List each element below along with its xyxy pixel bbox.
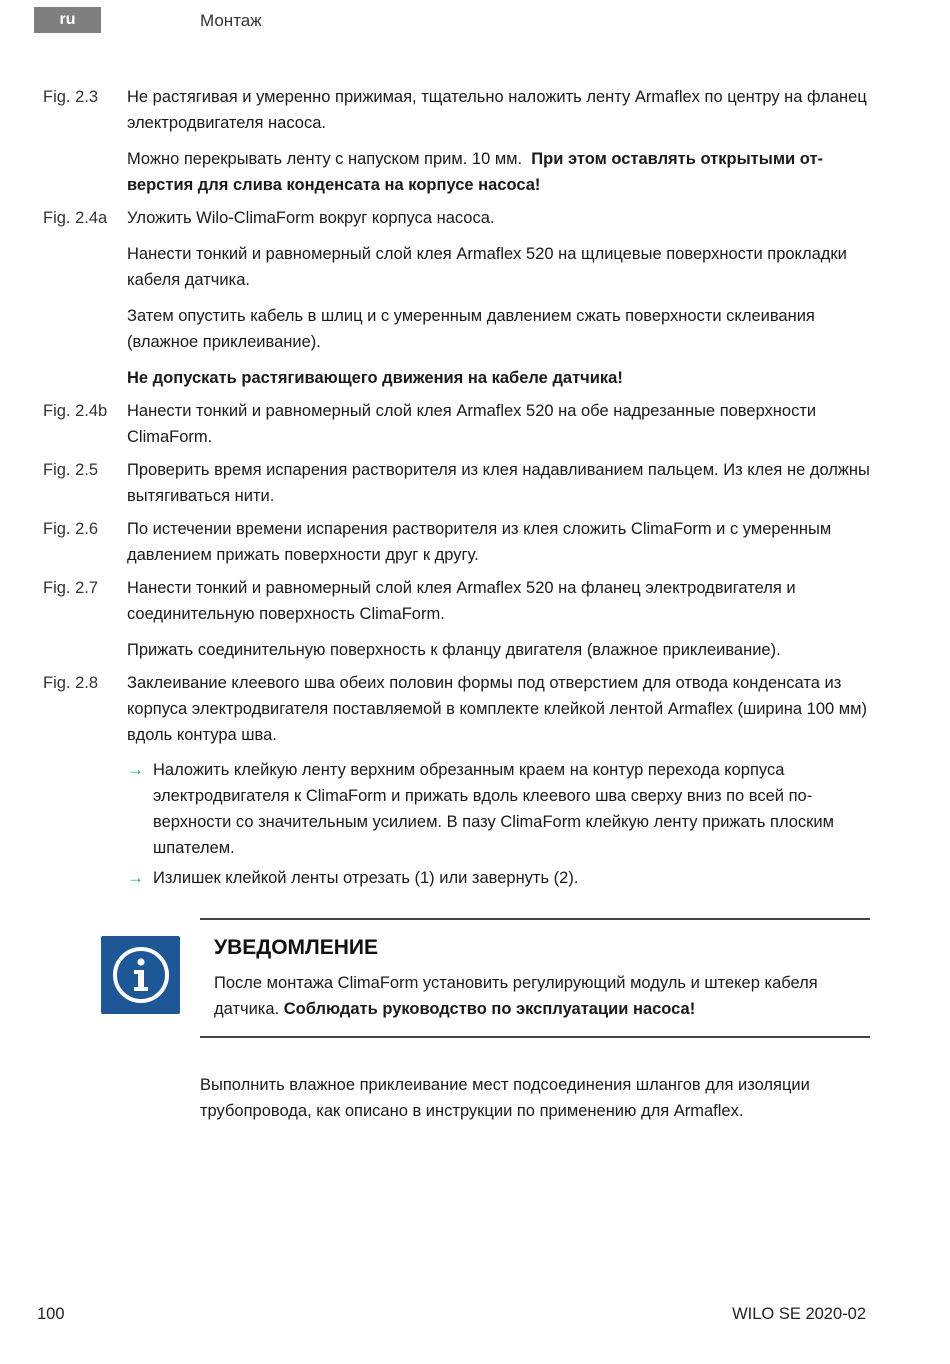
fig-reference: Fig. 2.4a	[43, 209, 108, 227]
fig-reference: Fig. 2.6	[43, 520, 99, 538]
step-text: По истечении времени испарения растворителя из клея сложить ClimaForm и с умеренным давлением прижать поверхности друг к другу.	[127, 520, 832, 564]
notice-divider-bottom	[200, 1036, 870, 1038]
step-text: Нанести тонкий и равномерный слой клея Armaflex 520 на обе надрезанные поверхности ClimaForm.	[127, 402, 817, 446]
step-fig-2-4a-paragraph	[43, 241, 873, 293]
step-fig-2-4a	[43, 205, 873, 231]
cable-warning: Не допускать растягивающего движения на кабеле датчика!	[127, 369, 623, 387]
bullet-list	[127, 757, 873, 891]
language-code: ru	[59, 11, 76, 28]
fig-reference: Fig. 2.5	[43, 461, 99, 479]
notice-text: После монтажа ClimaForm установить регулирующий модуль и штекер кабеля датчика.	[214, 974, 818, 1018]
info-icon	[101, 936, 180, 1014]
fig-reference: Fig. 2.7	[43, 579, 99, 597]
bullet-text: Излишек клейкой ленты отрезать (1) или завернуть (2).	[153, 869, 579, 887]
arrow-right-icon: →	[127, 868, 144, 887]
condensate-warning: При этом оставлять открытыми отверстия для слива конденсата на корпусе насоса!	[127, 150, 824, 194]
page-number: 100	[37, 1305, 65, 1323]
step-fig-2-8	[43, 670, 873, 748]
step-text	[127, 146, 873, 198]
step-text: Нанести тонкий и равномерный слой клея Armaflex 520 на щлицевые поверхности прокладки кабеля датчика.	[127, 245, 847, 289]
step-fig-2-3	[43, 84, 873, 136]
language-tab	[34, 7, 101, 33]
list-item	[127, 757, 873, 861]
step-text: Заклеивание клеевого шва обеих половин формы под отверстием для отвода конденсата из корпуса электродвигателя поставляемой в комплекте клейкой лентой Armaflex (ширина 100 мм) вдоль контура шва.	[127, 674, 867, 744]
step-text: Нанести тонкий и равномерный слой клея Armaflex 520 на фланец электродвигателя и соединительную поверхность ClimaForm.	[127, 579, 796, 623]
overlap-note: Можно перекрывать ленту с напуском прим. 10 мм.	[127, 150, 523, 168]
step-fig-2-7-paragraph	[43, 637, 873, 663]
step-fig-2-6	[43, 516, 873, 568]
notice-divider-top	[200, 918, 870, 920]
fig-reference: Fig. 2.4b	[43, 402, 108, 420]
step-fig-2-3-paragraph	[43, 146, 873, 198]
publisher-info: WILO SE 2020-02	[732, 1305, 866, 1323]
step-fig-2-4a-warning	[43, 365, 873, 391]
step-text: Уложить Wilo-ClimaForm вокруг корпуса насоса.	[127, 209, 495, 227]
notice-warning: Соблюдать руководство по эксплуатации насоса!	[283, 1000, 696, 1018]
fig-reference: Fig. 2.3	[43, 88, 99, 106]
notice-body	[214, 970, 864, 1022]
fig-reference: Fig. 2.8	[43, 674, 99, 692]
bullet-text: Наложить клейкую ленту верхним обрезанным краем на контур перехода корпуса электродвигателя к ClimaForm и прижать вдоль клеевого шва сверху вниз по всей поверхности со значительным усилием. В пазу ClimaForm клейкую ленту прижать плоским шпателем.	[153, 761, 834, 857]
step-fig-2-4a-paragraph	[43, 303, 873, 355]
step-fig-2-5	[43, 457, 873, 509]
notice-title: УВЕДОМЛЕНИЕ	[214, 936, 379, 959]
list-item	[127, 865, 873, 891]
instruction-steps	[43, 84, 873, 891]
step-fig-2-7	[43, 575, 873, 627]
step-text: Прижать соединительную поверхность к фланцу двигателя (влажное приклеивание).	[127, 641, 781, 659]
section-title: Монтаж	[200, 11, 262, 30]
step-text: Не растягивая и умеренно прижимая, тщательно наложить ленту Armaflex по центру на фланец электродвигателя насоса.	[127, 88, 867, 132]
arrow-right-icon: →	[127, 760, 144, 779]
step-text: Проверить время испарения растворителя из клея надавливанием пальцем. Из клея не должны вытягиваться нити.	[127, 461, 870, 505]
final-instruction: Выполнить влажное приклеивание мест подсоединения шлангов для изоляции трубопровода, как описано в инструкции по применению для Armaflex.	[200, 1076, 810, 1120]
step-text: Затем опустить кабель в шлиц и с умеренным давлением сжать поверхности склеивания (влажное приклеивание).	[127, 307, 815, 351]
step-fig-2-4b	[43, 398, 873, 450]
